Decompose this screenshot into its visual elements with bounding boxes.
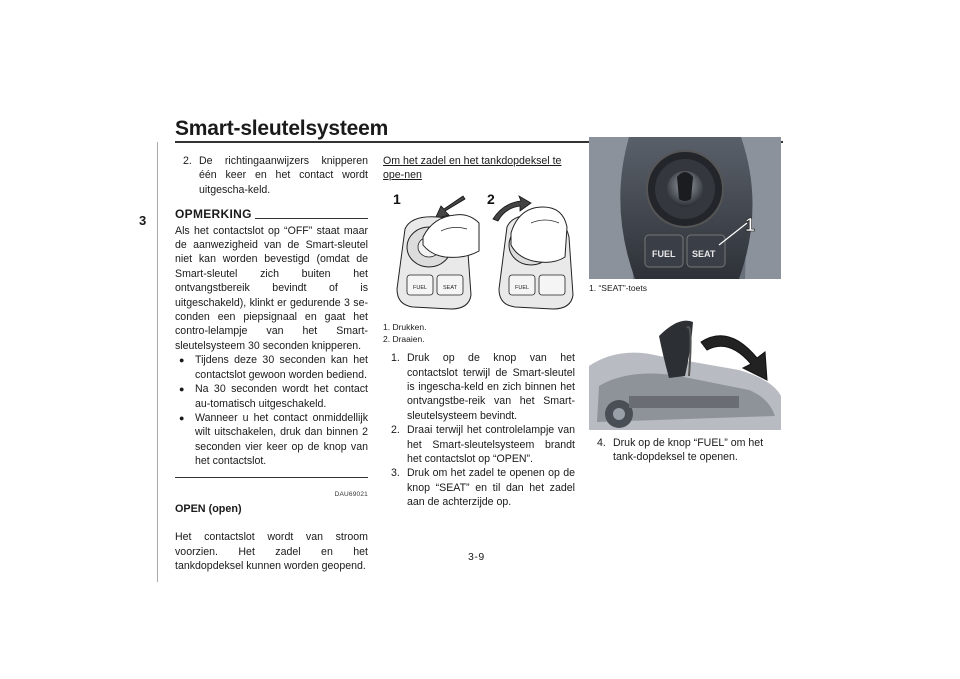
- step-1: [383, 351, 575, 423]
- figure-captions: [383, 321, 575, 345]
- step-number: 3.: [391, 467, 400, 480]
- step-text: Druk op de knop “FUEL” om het tank-dopdeksel te openen.: [613, 437, 764, 464]
- figure-label-2: 2: [487, 190, 495, 207]
- switch-panel-right: [499, 207, 573, 309]
- step-text: De richtingaanwijzers knipperen één keer en het contact wordt uitgescha-keld.: [199, 155, 368, 196]
- step-number: 2.: [391, 424, 400, 437]
- step-2: [175, 154, 368, 197]
- photo-caption: 1. “SEAT”-toets: [589, 283, 647, 293]
- open-seat-photo: [589, 306, 781, 430]
- bullet-dot-icon: ●: [179, 412, 185, 423]
- page-number: 3-9: [468, 551, 485, 563]
- photo-callout-1: 1: [745, 215, 756, 235]
- caption-2: 2. Draaien.: [383, 334, 425, 345]
- note-heading-box: [175, 207, 368, 221]
- fuel-button-label-2: FUEL: [515, 284, 530, 291]
- fuel-button-label: FUEL: [413, 284, 428, 291]
- note-heading-rule: [255, 218, 368, 219]
- chapter-number: 3: [139, 213, 147, 228]
- procedure-subheading: Om het zadel en het tankdopdeksel te ope-nen: [383, 155, 562, 182]
- note-end-rule: [175, 477, 368, 478]
- bullet-dot-icon: ●: [179, 355, 185, 366]
- bullet-item: [175, 411, 368, 469]
- caption-1: 1. Drukken.: [383, 322, 427, 333]
- note-text: Als het contactslot op “OFF” staat maar de aanwezigheid van de Smart-sleutel niet kan worden bevestigd (omdat de Smart-sleutel zich buiten het ontvangstbereik bevindt of is uitgeschakeld), klinkt er gedurende 3 se-conden een piepsignaal en gaat het contro-lelampje van het Smart-sleutelsysteem 30 seconden knipperen.: [175, 224, 368, 352]
- switch-illustration: [383, 187, 575, 317]
- column-3: [589, 137, 781, 465]
- figure-label-1: 1: [393, 190, 401, 207]
- photo-fuel-label: FUEL: [652, 249, 676, 259]
- step-number: 2.: [183, 155, 192, 167]
- step-3: [383, 466, 575, 509]
- bullet-text: Wanneer u het contact onmiddellijk wilt uitschakelen, druk dan binnen 2 seconden vier keer op de knop van het contactslot.: [195, 411, 368, 468]
- switch-panel-left: [397, 214, 479, 308]
- note-heading: OPMERKING: [175, 207, 252, 222]
- column-1: [175, 154, 368, 574]
- bullet-text: Na 30 seconden wordt het contact au-tomatisch uitgeschakeld.: [195, 383, 368, 410]
- switch-illustration-svg: [383, 187, 575, 313]
- step-text: Draai terwijl het controlelampje van het Smart-sleutelsysteem brandt het contactslot op “OPEN”.: [407, 424, 575, 466]
- bullet-item: [175, 382, 368, 411]
- step-2: [383, 423, 575, 466]
- chapter-tab: [137, 142, 158, 582]
- seat-button-label: SEAT: [443, 284, 457, 291]
- step-number: 4.: [597, 437, 606, 449]
- photo-seat-label: SEAT: [692, 249, 716, 259]
- column-2: [383, 154, 575, 510]
- step-text: Druk op de knop van het contactslot terwijl de Smart-sleutel is ingescha-keld en zich binnen het ontvangstbe-reik van het Smart-sleutelsysteem bevindt.: [407, 352, 575, 422]
- step-4: [589, 436, 781, 465]
- bullet-text: Tijdens deze 30 seconden kan het contactslot gewoon worden bediend.: [195, 354, 368, 381]
- section-title: OPEN (open): [175, 502, 242, 515]
- bullet-item: [175, 353, 368, 382]
- page-title: Smart-sleutelsysteem: [175, 117, 389, 140]
- step-number: 1.: [391, 352, 400, 365]
- step-text: Druk om het zadel te openen op de knop “SEAT” en til dan het zadel aan de achterzijde op.: [407, 467, 575, 509]
- section-text: Het contactslot wordt van stroom voorzien. Het zadel en het tankdopdeksel kunnen worden geopend.: [175, 531, 368, 573]
- section-code: DAU69021: [334, 490, 368, 498]
- bullet-dot-icon: ●: [179, 384, 185, 395]
- seat-button-photo: [589, 137, 781, 279]
